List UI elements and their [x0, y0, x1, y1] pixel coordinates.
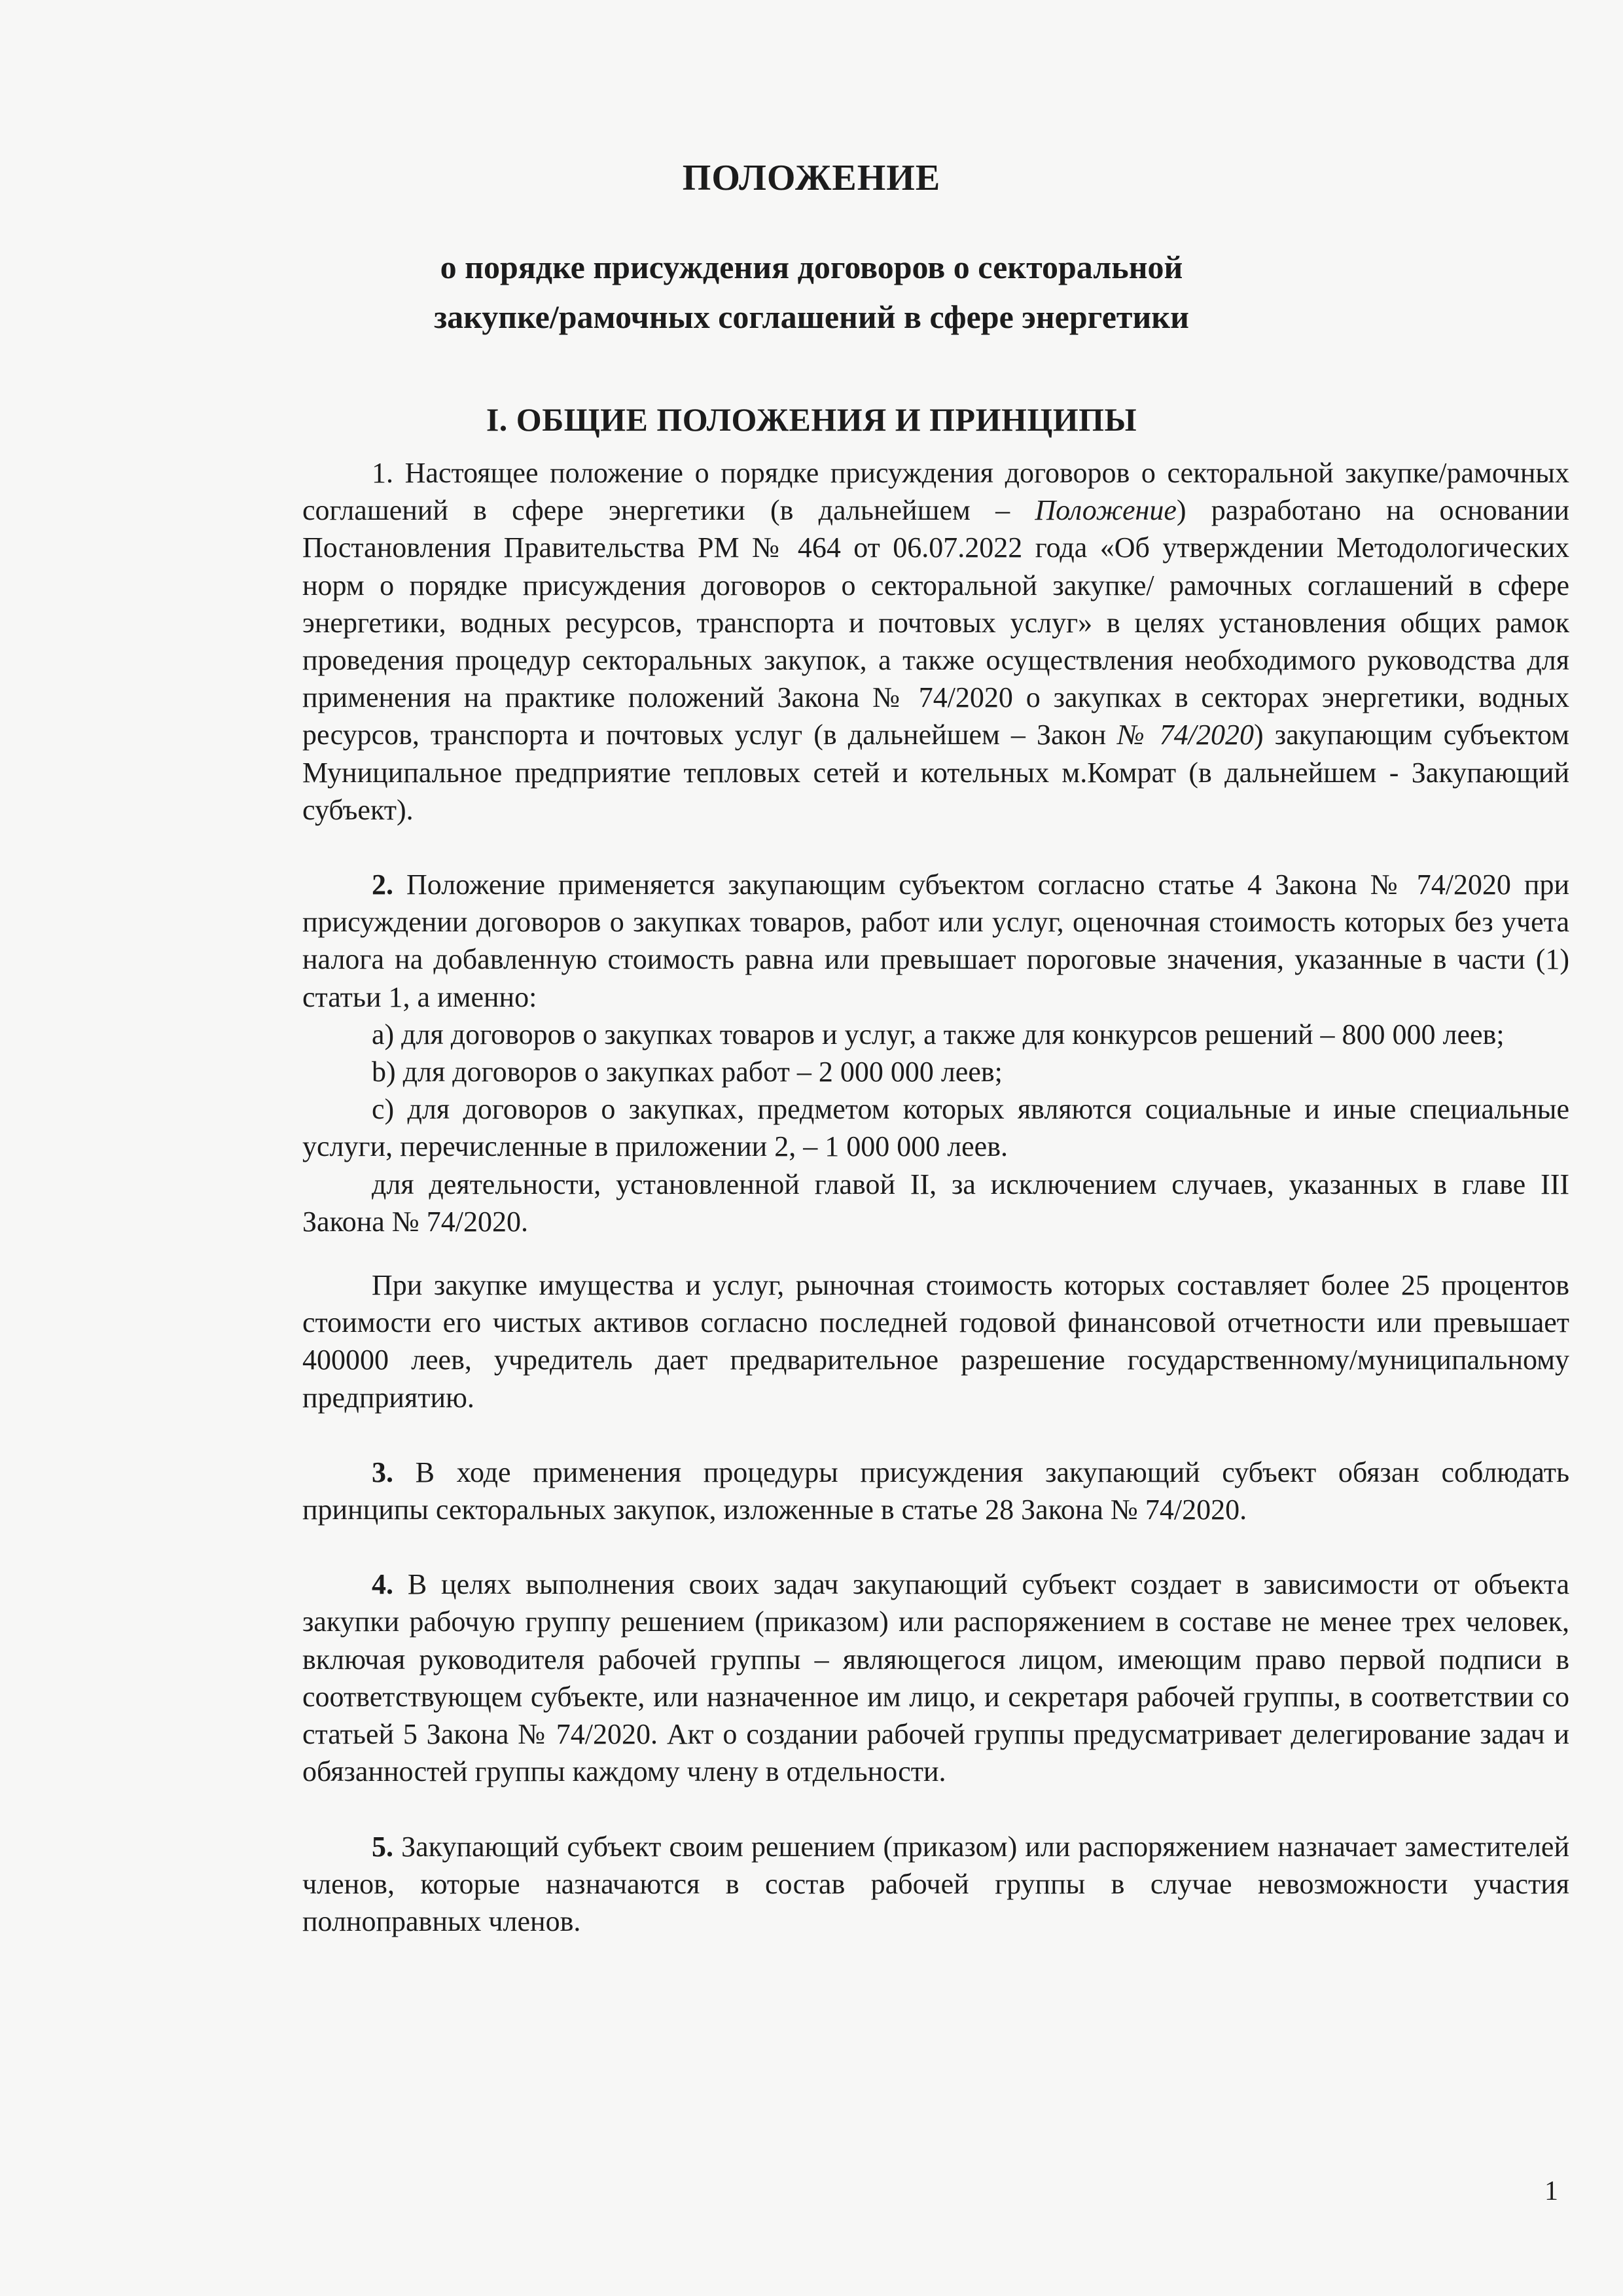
paragraph-4-number: 4. — [372, 1568, 393, 1601]
paragraph-2-text: Положение применяется закупающим субъектом согласно статье 4 Закона № 74/2020 при присуждении договоров о закупках товаров, работ или услуг, оценочная стоимость которых без учета налога на добавленную стоимость равна или превышает пороговые значения, указанные в части (1) статьи 1, а именно: — [302, 869, 1570, 1013]
page-number: 1 — [1544, 2176, 1558, 2206]
subtitle-line-1: о порядке присуждения договоров о секторальной — [440, 249, 1183, 285]
paragraph-1-text-b: ) разработано на основании Постановления Правительства РМ № 464 от 06.07.2022 года «Об утверждении Методологических норм о порядке присуждения договоров о секторальной закупке/ рамочных соглашений в сфере энергетики, водных ресурсов, транспорта и почтовых услуг» в целях установления общих рамок проведения процедур секторальных закупок, а также осуществления необходимого руководства для применения на практике положений Закона № 74/2020 о закупках в секторах энергетики, водных ресурсов, транспорта и почтовых услуг (в дальнейшем – Закон — [302, 494, 1569, 751]
paragraph-3-number: 3. — [372, 1456, 393, 1488]
paragraph-2-item-a: a) для договоров о закупках товаров и услуг, а также для конкурсов решений – 800 000 леев; — [372, 1018, 1505, 1050]
subtitle-line-2: закупке/рамочных соглашений в сфере энергетики — [434, 298, 1189, 335]
paragraph-2-item-b: b) для договоров о закупках работ – 2 000 000 леев; — [372, 1056, 1003, 1088]
document-subtitle — [0, 242, 1623, 342]
paragraph-5 — [302, 1828, 1569, 1941]
paragraph-5-text: Закупающий субъект своим решением (приказом) или распоряжением назначает заместителей членов, которые назначаются в состав рабочей группы в случае невозможности участия полноправных членов. — [302, 1830, 1569, 1937]
document-title: ПОЛОЖЕНИЕ — [682, 158, 941, 198]
paragraph-1-text-c: ) закупающим субъектом Муниципальное предприятие тепловых сетей и котельных м.Комрат (в дальнейшем - Закупающий субъект). — [302, 719, 1569, 826]
paragraph-2-number: 2. — [372, 869, 393, 901]
paragraph-4 — [302, 1566, 1569, 1790]
paragraph-1-text-a: Настоящее положение о порядке присуждения договоров о секторальной закупке/рамочных соглашений в сфере энергетики (в дальнейшем – — [302, 457, 1569, 527]
paragraph-5-number: 5. — [372, 1830, 393, 1863]
paragraph-3-text: В ходе применения процедуры присуждения закупающий субъект обязан соблюдать принципы секторальных закупок, изложенные в статье 28 Закона № 74/2020. — [302, 1456, 1570, 1526]
document-body — [302, 454, 1569, 1940]
paragraph-1-italic-a: Положение — [1035, 494, 1177, 527]
section-heading: I. ОБЩИЕ ПОЛОЖЕНИЯ И ПРИНЦИПЫ — [486, 401, 1137, 438]
paragraph-2-item-c: c) для договоров о закупках, предметом которых являются социальные и иные специальные услуги, перечисленные в приложении 2, – 1 000 000 леев. — [302, 1093, 1569, 1163]
paragraph-1 — [302, 454, 1569, 829]
paragraph-2-note: При закупке имущества и услуг, рыночная стоимость которых составляет более 25 процентов стоимости его чистых активов согласно последней годовой финансовой отчетности или превышает 400000 леев, учредитель дает предварительное разрешение государственному/муниципальному предприятию. — [302, 1269, 1569, 1414]
paragraph-3 — [302, 1454, 1569, 1528]
paragraph-4-text: В целях выполнения своих задач закупающий субъект создает в зависимости от объекта закупки рабочую группу решением (приказом) или распоряжением в составе не менее трех человек, включая руководителя рабочей группы – являющегося лицом, имеющим право первой подписи в соответствующем субъекте, или назначенное им лицо, и секретаря рабочей группы, в соответствии со статьей 5 Закона № 74/2020. Акт о создании рабочей группы предусматривает делегирование задач и обязанностей группы каждому члену в отдельности. — [302, 1568, 1570, 1788]
paragraph-2-item-d: для деятельности, установленной главой II, за исключением случаев, указанных в главе III Закона № 74/2020. — [302, 1168, 1569, 1238]
paragraph-2 — [302, 866, 1569, 1016]
paragraph-1-number: 1. — [372, 457, 393, 489]
paragraph-1-italic-b: № 74/2020 — [1117, 719, 1255, 751]
